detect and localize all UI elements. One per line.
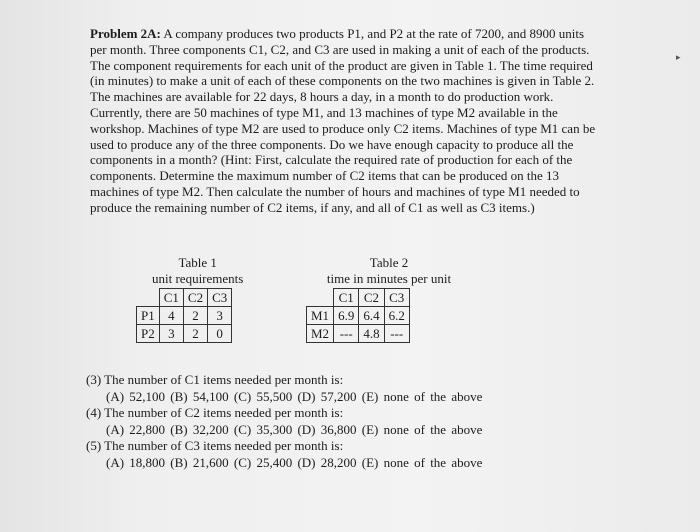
table-row [137, 325, 232, 343]
problem-line: components. Determine the maximum number of C2 items that can be produced on the 13 [90, 168, 559, 184]
problem-line: used to produce any of the three components. Do we have enough capacity to produce all the [90, 136, 574, 152]
table-cell: 0 [208, 325, 232, 343]
problem-line: machines of type M2. Then calculate the number of hours and machines of type M1 needed to [90, 183, 580, 199]
question-5: (5) The number of C3 items needed per month is: [86, 438, 344, 454]
question-4-options: (A) 22,800 (B) 32,200 (C) 35,300 (D) 36,800 (E) none of the above [106, 421, 483, 437]
table-cell: --- [384, 325, 409, 343]
table-header-cell: C3 [208, 289, 232, 307]
table-header-cell: C1 [159, 289, 183, 307]
table2 [306, 288, 410, 343]
table-cell: 6.4 [359, 307, 384, 325]
table-header-cell: C2 [183, 289, 207, 307]
table-cell: 3 [208, 307, 232, 325]
question-3: (3) The number of C1 items needed per month is: [86, 372, 344, 387]
questions [86, 372, 626, 472]
table-cell: 6.9 [334, 307, 359, 325]
table-cell [307, 289, 334, 307]
table-header-row [307, 289, 410, 307]
problem-statement [90, 26, 626, 216]
table-cell: 3 [159, 325, 183, 343]
table1 [136, 288, 232, 343]
table2-block [306, 255, 464, 343]
problem-line: (in minutes) to make a unit of each of these components on the two machines is given in Table 2. [90, 73, 595, 89]
problem-line: components in a month? (Hint: First, calculate the required rate of production for each of the [90, 152, 573, 168]
table1-title: Table 1 [178, 255, 217, 270]
table-cell: --- [334, 325, 359, 343]
problem-line: produce the remaining number of C2 items, if any, and all of C1 as well as C3 items.) [90, 199, 535, 215]
problem-line: Problem 2A: A company produces two products P1, and P2 at the rate of 7200, and 8900 units [90, 26, 585, 41]
table-cell [137, 289, 160, 307]
table2-title: Table 2 [369, 255, 409, 270]
table-header-row [137, 289, 232, 307]
problem-label: Problem 2A: [90, 26, 161, 41]
table-cell: 2 [183, 325, 207, 343]
table-cell: M2 [307, 325, 334, 343]
table-row [307, 307, 410, 325]
table-cell: P1 [137, 307, 160, 325]
table-row [307, 325, 410, 343]
problem-line: workshop. Machines of type M2 are used to produce only C2 items. Machines of type M1 can be [90, 120, 596, 136]
margin-arrow-icon: ▸ [676, 52, 681, 62]
problem-line: per month. Three components C1, C2, and C3 are used in making a unit of each of the products. [90, 41, 590, 57]
table-header-cell: C2 [359, 289, 384, 307]
table-header-cell: C1 [334, 289, 359, 307]
table-row [137, 307, 232, 325]
problem-line: The machines are available for 22 days, 8 hours a day, in a month to do production work. [90, 89, 554, 105]
table-cell: 4.8 [359, 325, 384, 343]
table-cell: P2 [137, 325, 160, 343]
question-5-options: (A) 18,800 (B) 21,600 (C) 25,400 (D) 28,200 (E) none of the above [106, 454, 483, 470]
table2-subtitle: time in minutes per unit [326, 271, 452, 286]
question-3-options: (A) 52,100 (B) 54,100 (C) 55,500 (D) 57,200 (E) none of the above [106, 388, 483, 404]
table-header-cell: C3 [384, 289, 409, 307]
problem-line: The component requirements for each unit of the product are given in Table 1. The time required [90, 57, 593, 73]
table-cell: 4 [159, 307, 183, 325]
table-cell: 2 [183, 307, 207, 325]
problem-line: Currently, there are 50 machines of type M1, and 13 machines of type M2 available in the [90, 104, 558, 120]
table-cell: 6.2 [384, 307, 409, 325]
table1-block [136, 255, 243, 343]
table-cell: M1 [307, 307, 334, 325]
question-4: (4) The number of C2 items needed per month is: [86, 405, 344, 421]
table1-subtitle: unit requirements [152, 271, 244, 286]
